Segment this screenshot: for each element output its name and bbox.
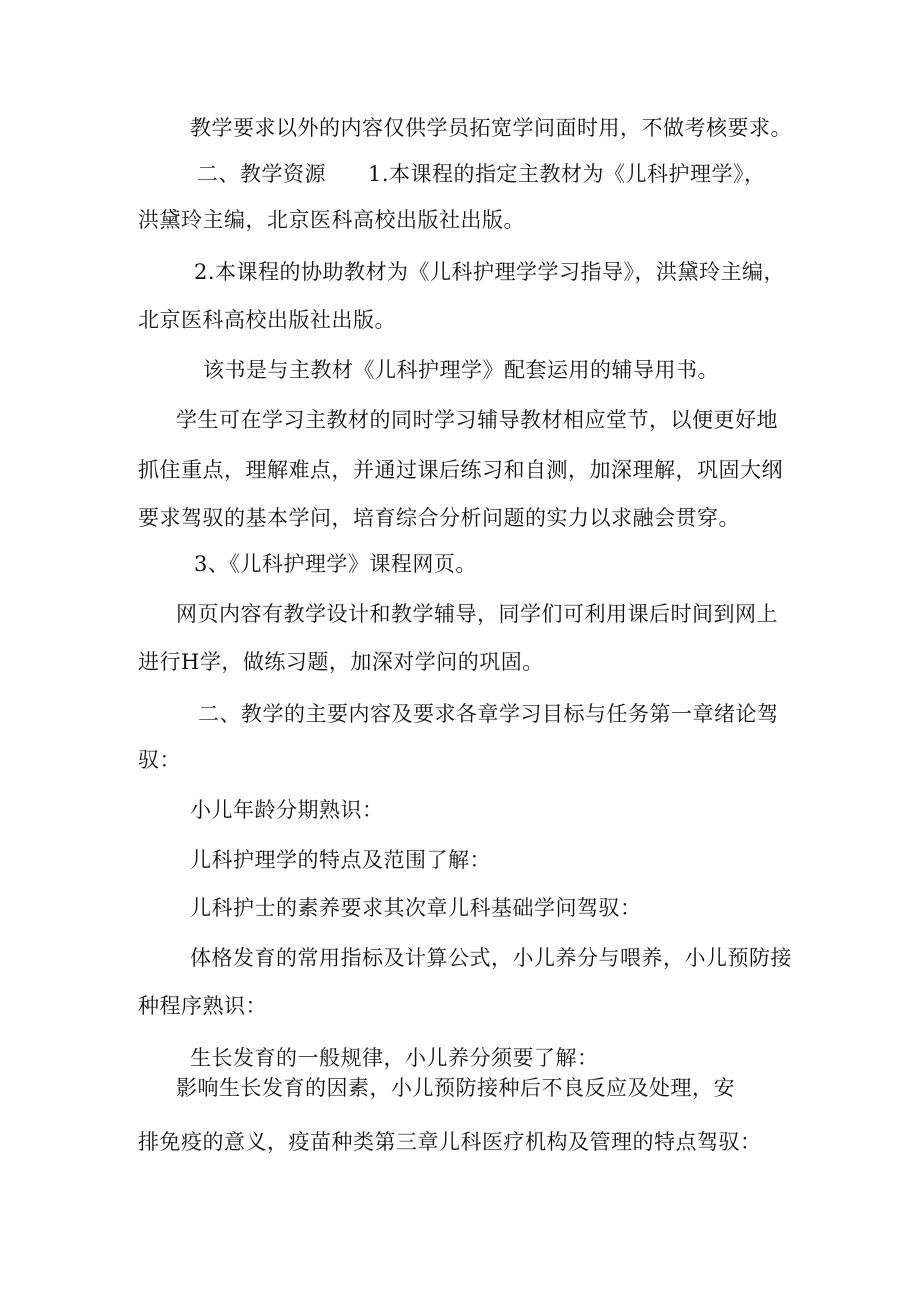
text-line: 3、《儿科护理学》课程网页。 (194, 552, 477, 576)
text-line: 儿科护士的素养要求其次章儿科基础学问驾驭： (190, 896, 642, 920)
text-line: 体格发育的常用指标及计算公式，小儿养分与喂养，小儿预防接 (190, 946, 792, 970)
text-line: 网页内容有教学设计和教学辅导，同学们可利用课后时间到网上 (176, 602, 778, 626)
text-line: 种程序熟识： (138, 994, 267, 1018)
section-heading: 二、教学的主要内容及要求各章学习目标与任务第一章绪论驾 (198, 702, 779, 726)
text-line: 学生可在学习主教材的同时学习辅导教材相应堂节，以便更好地 (176, 408, 778, 432)
text-line: 儿科护理学的特点及范围了解： (190, 848, 491, 872)
text-line: 生长发育的一般规律，小儿养分须要了解： (190, 1046, 599, 1070)
text-line: 要求驾驭的基本学问，培育综合分析问题的实力以求融会贯穿。 (138, 506, 740, 530)
text-line: 排免疫的意义，疫苗种类第三章儿科医疗机构及管理的特点驾驭： (138, 1130, 762, 1154)
text-line: 抓住重点，理解难点，并通过课后练习和自测，加深理解，巩固大纲 (138, 458, 783, 482)
text-line: 进行H学，做练习题，加深对学问的巩固。 (138, 650, 544, 674)
text-line: 驭： (138, 748, 181, 772)
text-line: 小儿年龄分期熟识： (190, 798, 384, 822)
section-heading: 二、教学资源 (197, 162, 326, 186)
text-line: 影响生长发育的因素，小儿预防接种后不良反应及处理，安 (176, 1076, 735, 1100)
text-line: 洪黛玲主编，北京医科高校出版社出版。 (138, 208, 525, 232)
text-line: 1.本课程的指定主教材为《儿科护理学》， (368, 162, 766, 186)
text-line: 2.本课程的协助教材为《儿科护理学学习指导》，洪黛玲主编， (194, 260, 786, 284)
text-line: 教学要求以外的内容仅供学员拓宽学问面时用，不做考核要求。 (190, 116, 792, 140)
text-line: 北京医科高校出版社出版。 (138, 308, 396, 332)
text-line: 该书是与主教材《儿科护理学》配套运用的辅导用书。 (203, 358, 719, 382)
